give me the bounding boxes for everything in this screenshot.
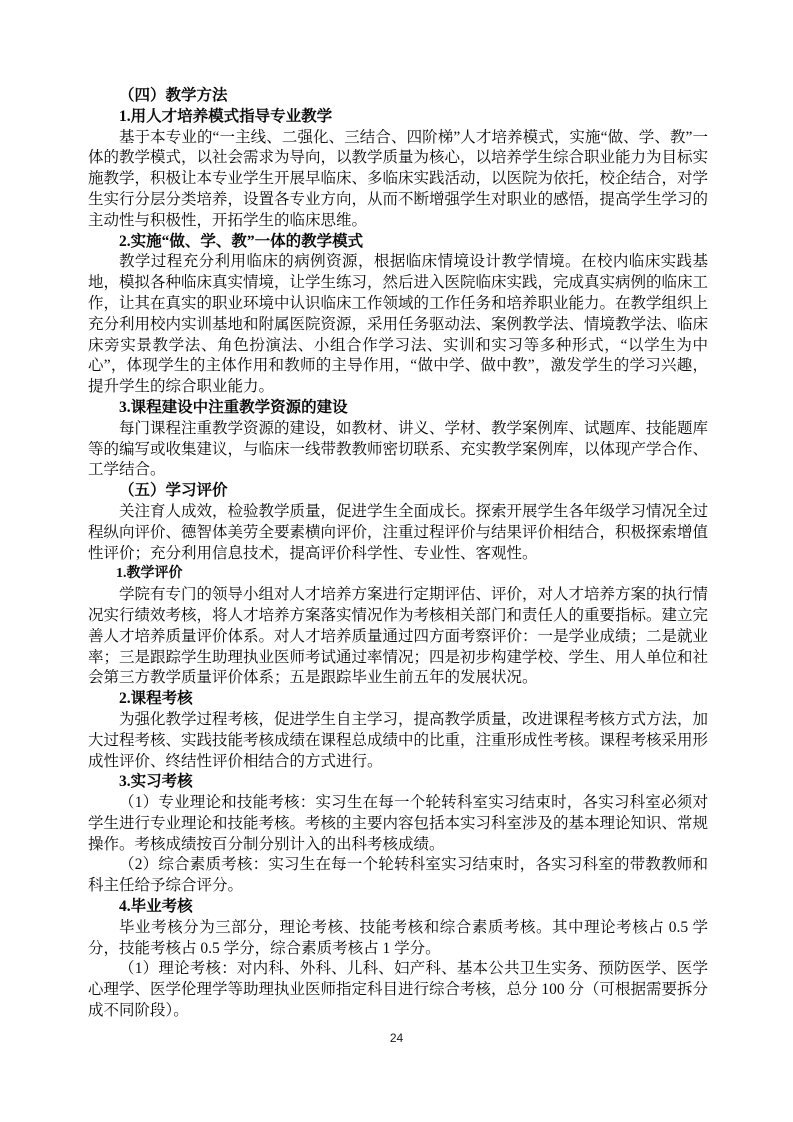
paragraph: 毕业考核分为三部分，理论考核、技能考核和综合素质考核。其中理论考核占 0.5 学分，技能考核占 0.5 学分，综合素质考核占 1 学分。	[88, 918, 708, 957]
paragraph: 每门课程注重教学资源的建设，如教材、讲义、学材、教学案例库、试题库、技能题库等的编写或收集建议，与临床一线带教教师密切联系、充实教学案例库，以体现产学合作、工学结合。	[88, 419, 709, 479]
page-number: 24	[389, 1031, 404, 1045]
paragraph: 基于本专业的“一主线、二强化、三结合、四阶梯”人才培养模式，实施“做、学、教”一体的教学模式，以社会需求为导向，以教学质量为核心，以培养学生综合职业能力为目标实施教学，积极让本专业学生开展早临床、多临床实践活动，以医院为依托，校企结合，对学生实行分层分类培养，设置各专业方向，从而不断增强学生对职业的感悟，提高学生学习的主动性与积极性，开拓学生的临床思维。	[88, 128, 709, 229]
paragraph: （1）专业理论和技能考核：实习生在每一个轮转科室实习结束时，各实习科室必须对学生进行专业理论和技能考核。考核的主要内容包括本实习科室涉及的基本理论知识、常规操作。考核成绩按百分制分别计入的出科考核成绩。	[88, 794, 709, 853]
paragraph: 关注育人成效，检验教学质量，促进学生全面成长。探索开展学生各年级学习情况全过程纵向评价、德智体美劳全要素横向评价，注重过程评价与结果评价相结合，积极探索增值性评价；充分利用信息技术，提高评价科学性、专业性、客观性。	[88, 502, 709, 562]
paragraph: （1）理论考核：对内科、外科、儿科、妇产科、基本公共卫生实务、预防医学、医学心理学、医学伦理学等助理执业医师指定科目进行综合考核，总分 100 分（可根据需要拆分成不同阶段）。	[88, 960, 709, 1020]
paragraph: （2）综合素质考核：实习生在每一个轮转科室实习结束时，各实习科室的带教教师和科主任给予综合评分。	[88, 856, 708, 895]
subsection-heading-graduation-assessment: 4.毕业考核	[119, 898, 193, 916]
section-heading-teaching-methods: （四）教学方法	[119, 87, 228, 104]
subsection-heading-course-resources: 3.课程建设中注重教学资源的建设	[119, 398, 348, 416]
paragraph: 学院有专门的领导小组对人才培养方案进行定期评估、评价，对人才培养方案的执行情况实行绩效考核，将人才培养方案落实情况作为考核相关部门和责任人的重要指标。建立完善人才培养质量评价体系。对人才培养质量通过四方面考察评价：一是学业成绩；二是就业率；三是跟踪学生助理执业医师考试通过率情况；四是初步构建学校、学生、用人单位和社会第三方教学质量评价体系；五是跟踪毕业生前五年的发展状况。	[88, 586, 709, 687]
section-heading-learning-evaluation: （五）学习评价	[119, 482, 228, 500]
document-body	[88, 86, 708, 1022]
subsection-heading-teaching-evaluation: 1.教学评价	[116, 566, 183, 582]
subsection-heading-talent-model: 1.用人才培养模式指导专业教学	[119, 107, 333, 125]
paragraph: 为强化教学过程考核，促进学生自主学习，提高教学质量，改进课程考核方式方法，加大过程考核、实践技能考核成绩在课程总成绩中的比重，注重形成性考核。课程考核采用形成性评价、终结性评价相结合的方式进行。	[88, 710, 709, 770]
paragraph: 教学过程充分利用临床的病例资源，根据临床情境设计教学情境。在校内临床实践基地，模拟各种临床真实情境，让学生练习，然后进入医院临床实践，完成真实病例的临床工作，让其在真实的职业环境中认识临床工作领域的工作任务和培养职业能力。在教学组织上充分利用校内实训基地和附属医院资源，采用任务驱动法、案例教学法、情境教学法、临床床旁实景教学法、角色扮演法、小组合作学习法、实训和实习等多种形式，“以学生为中心”，体现学生的主体作用和教师的主导作用，“做中学、做中教”，激发学生的学习兴趣，提升学生的综合职业能力。	[88, 253, 709, 396]
subsection-heading-internship-assessment: 3.实习考核	[119, 773, 193, 791]
subsection-heading-course-assessment: 2.课程考核	[119, 690, 193, 708]
subsection-heading-do-learn-teach: 2.实施“做、学、教”一体的教学模式	[119, 232, 364, 250]
